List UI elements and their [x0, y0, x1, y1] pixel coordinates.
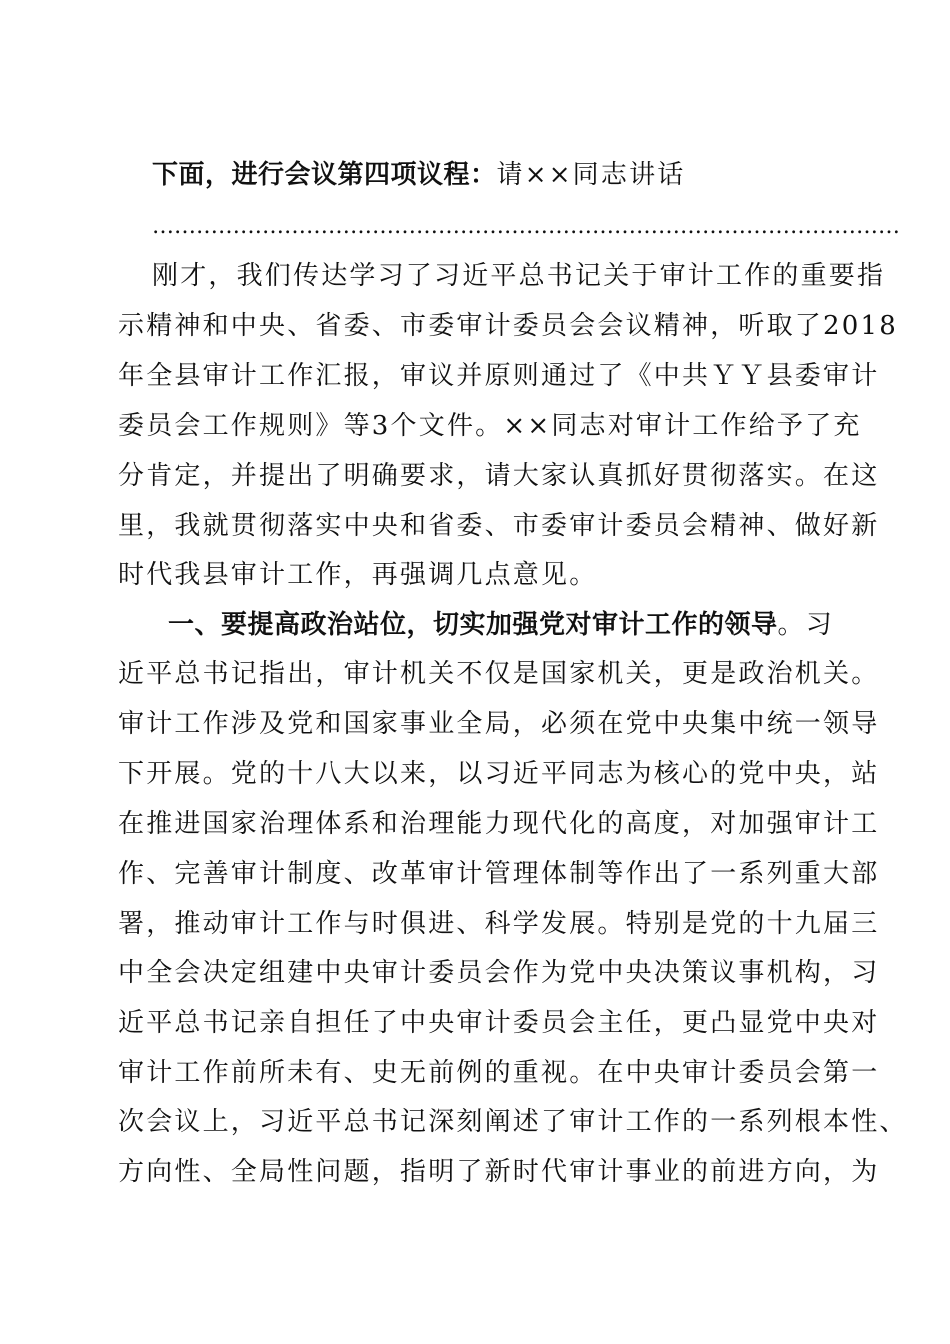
intro-line-5: 分肯定，并提出了明确要求，请大家认真抓好贯彻落实。在这 [118, 461, 880, 491]
section1-line-7: 署，推动审计工作与时俱进、科学发展。特别是党的十九届三 [118, 909, 880, 939]
section1-line-2: 近平总书记指出，审计机关不仅是国家机关，更是政治机关。 [118, 659, 880, 689]
section1-line-5: 在推进国家治理体系和治理能力现代化的高度，对加强审计工 [118, 809, 880, 839]
agenda-ellipsis: ………………………………………………………………………………………… [152, 214, 900, 239]
intro-line-4: 委员会工作规则》等3个文件。××同志对审计工作给予了充 [118, 411, 862, 441]
section1-line-11: 次会议上，习近平总书记深刻阐述了审计工作的一系列根本性、 [118, 1107, 908, 1137]
section1-line-4: 下开展。党的十八大以来，以习近平同志为核心的党中央，站 [118, 759, 880, 789]
section1-first-line [168, 605, 834, 645]
section1-heading: 一、要提高政治站位，切实加强党对审计工作的领导 [168, 610, 778, 640]
section1-line-9: 近平总书记亲自担任了中央审计委员会主任，更凸显党中央对 [118, 1008, 880, 1038]
agenda-item: 请××同志讲话 [496, 160, 686, 190]
section1-heading-tail: 。习 [777, 610, 834, 640]
section1-line-10: 审计工作前所未有、史无前例的重视。在中央审计委员会第一 [118, 1058, 880, 1088]
section1-line-3: 审计工作涉及党和国家事业全局，必须在党中央集中统一领导 [118, 709, 880, 739]
section1-line-8: 中全会决定组建中央审计委员会作为党中央决策议事机构，习 [118, 958, 880, 988]
intro-line-3: 年全县审计工作汇报，审议并原则通过了《中共ＹＹ县委审计 [118, 361, 880, 391]
agenda-line [152, 155, 686, 195]
agenda-heading: 下面，进行会议第四项议程： [152, 160, 497, 190]
intro-line-2: 示精神和中央、省委、市委审计委员会会议精神，听取了2018 [118, 311, 898, 341]
section1-line-12: 方向性、全局性问题，指明了新时代审计事业的前进方向，为 [118, 1157, 880, 1187]
intro-line-7: 时代我县审计工作，再强调几点意见。 [118, 560, 598, 590]
intro-line-6: 里，我就贯彻落实中央和省委、市委审计委员会精神、做好新 [118, 511, 880, 541]
intro-line-1: 刚才，我们传达学习了习近平总书记关于审计工作的重要指 [152, 261, 886, 291]
section1-line-6: 作、完善审计制度、改革审计管理体制等作出了一系列重大部 [118, 859, 880, 889]
